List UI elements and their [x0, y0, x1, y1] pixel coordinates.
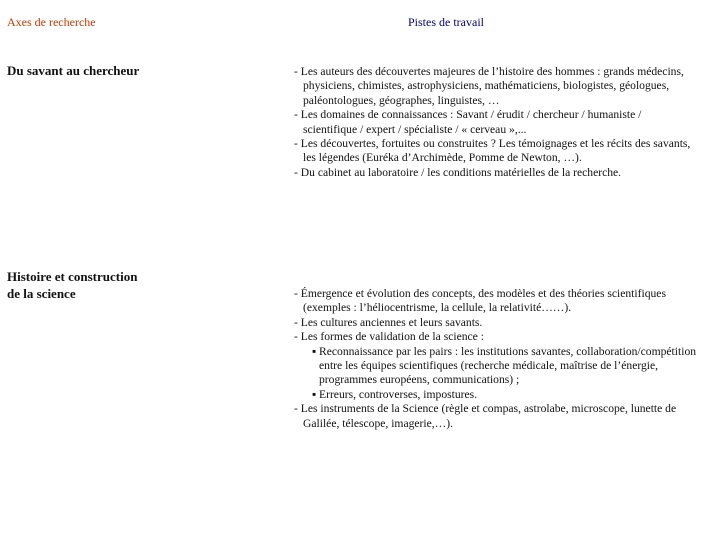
axis-title-line: Histoire et construction: [7, 269, 138, 284]
piste-line: - Les domaines de connaissances : Savant / érudit / chercheur / humaniste /: [294, 108, 642, 122]
piste-line: - Les découvertes, fortuites ou construites ? Les témoignages et les récits des savants,: [294, 137, 691, 151]
piste-line: - Émergence et évolution des concepts, des modèles et des théories scientifiques: [294, 287, 666, 300]
piste-line: - Les instruments de la Science (règle et compas, astrolabe, microscope, lunette de: [294, 402, 677, 416]
pistes-block-1: [294, 65, 690, 180]
piste-line: - Les cultures anciennes et leurs savants.: [294, 315, 483, 329]
piste-line: scientifique / expert / spécialiste / « cerveau »,...: [303, 122, 527, 136]
piste-line: - Du cabinet au laboratoire / les conditions matérielles de la recherche.: [294, 165, 622, 179]
piste-line: entre les équipes scientifiques (recherche médicale, maîtrise de l’énergie,: [319, 359, 659, 373]
column-header-axes: Axes de recherche: [7, 15, 96, 29]
piste-line: physiciens, chimistes, astrophysiciens, mathématiciens, biologistes, géologues,: [303, 79, 670, 93]
piste-line: Galilée, télescope, imagerie,…).: [303, 416, 454, 430]
axis-title-line: de la science: [7, 286, 76, 301]
piste-line: ▪ Erreurs, controverses, impostures.: [312, 387, 478, 401]
piste-line: programmes européens, communications) ;: [319, 373, 520, 387]
piste-line: (exemples : l’héliocentrisme, la cellule, la relativité……).: [303, 301, 572, 315]
piste-line: paléontologues, géographes, linguistes, …: [303, 93, 500, 107]
piste-line: les légendes (Euréka d’Archimède, Pomme de Newton, …).: [303, 151, 582, 165]
axis-title-2: [7, 268, 137, 302]
pistes-block-2: [294, 287, 696, 431]
axis-title-1: [7, 62, 139, 79]
piste-line: - Les auteurs des découvertes majeures de l’histoire des hommes : grands médecins,: [294, 65, 684, 78]
axis-title-line: Du savant au chercheur: [7, 63, 140, 78]
column-header-pistes: Pistes de travail: [408, 15, 484, 29]
piste-line: - Les formes de validation de la science :: [294, 330, 484, 344]
piste-line: ▪ Reconnaissance par les pairs : les institutions savantes, collaboration/compétition: [312, 344, 697, 358]
